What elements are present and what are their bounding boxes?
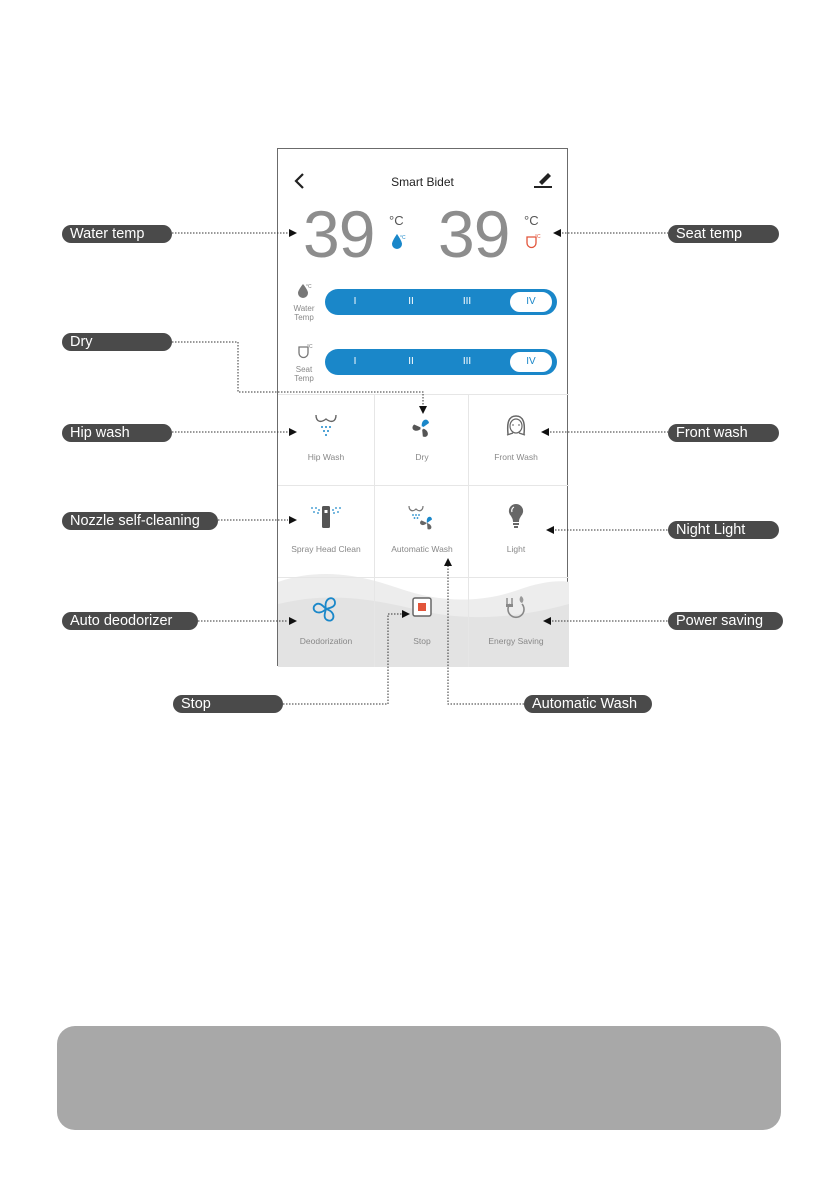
page-title: Smart Bidet (391, 175, 454, 189)
callout-nozzle: Nozzle self-cleaning (62, 512, 218, 530)
water-label-line2: Temp (294, 313, 314, 322)
callout-automatic-wash: Automatic Wash (524, 695, 652, 713)
callout-power-saving: Power saving (668, 612, 783, 630)
water-level-2[interactable]: II (408, 296, 414, 307)
svg-text:°C: °C (307, 344, 313, 350)
energy-saving-label: Energy Saving (488, 636, 544, 646)
spray-head-clean-label: Spray Head Clean (291, 544, 361, 554)
callout-seat-temp: Seat temp (668, 225, 779, 243)
automatic-wash-label: Automatic Wash (391, 544, 453, 554)
footer-panel (57, 1026, 781, 1130)
stop-label: Stop (413, 636, 431, 646)
callout-hip-wash: Hip wash (62, 424, 172, 442)
front-wash-label: Front Wash (494, 452, 538, 462)
callout-night-light: Night Light (668, 521, 779, 539)
seat-label-line2: Temp (294, 374, 314, 383)
seat-temp-unit: °C (524, 213, 539, 228)
seat-level-2[interactable]: II (408, 356, 414, 367)
callout-water-temp: Water temp (62, 225, 172, 243)
seat-label-line1: Seat (295, 365, 313, 374)
deodorization-label: Deodorization (299, 636, 353, 646)
water-level-3[interactable]: III (462, 296, 472, 307)
water-level-4[interactable]: IV (509, 291, 553, 313)
svg-text:°C: °C (535, 234, 541, 240)
callout-dry: Dry (62, 333, 172, 351)
water-temp-value: 39 (303, 197, 375, 271)
light-label: Light (506, 544, 526, 554)
callout-stop: Stop (173, 695, 283, 713)
seat-level-4[interactable]: IV (509, 351, 553, 373)
seat-temp-value: 39 (438, 197, 510, 271)
hip-wash-label: Hip Wash (307, 452, 345, 462)
water-temp-unit: °C (389, 213, 404, 228)
svg-text:°C: °C (306, 284, 312, 290)
dry-label: Dry (415, 452, 429, 462)
water-label-line1: Water (293, 304, 315, 313)
seat-level-3[interactable]: III (462, 356, 472, 367)
water-level-1[interactable]: I (353, 296, 357, 307)
callout-auto-deodorizer: Auto deodorizer (62, 612, 198, 630)
seat-level-1[interactable]: I (353, 356, 357, 367)
callout-front-wash: Front wash (668, 424, 779, 442)
svg-text:°C: °C (400, 235, 406, 241)
